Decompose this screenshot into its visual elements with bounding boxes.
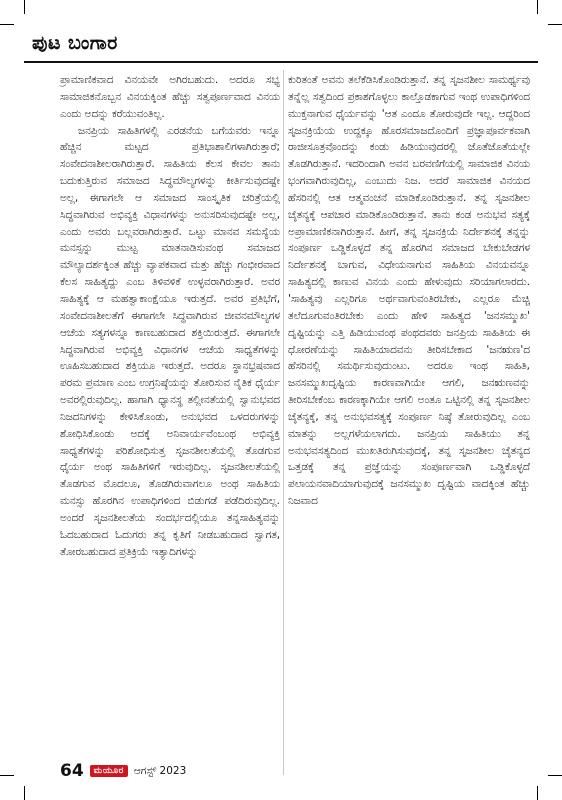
header-rule	[24, 61, 538, 63]
paragraph-continued: ಕುರಿತಂತೆ ಅವನು ತಲೆಕೆಡಿಸಿಕೊಂಡಿರುತ್ತಾನೆ. ತನ್ನ ಸೃಜನಶೀಲ ಸಾಮರ್ಥ್ಯವು ತನ್ನೆಲ್ಲ ಸತ್ವದಿಂದ ಪ್ರಕಾಶಗೊಳ್ಳಲು ಕಾಲ್ತೊಡಕಾಗುವ ಇಂಥ ಉಪಾಧಿಗಳಿಂದ ಮುಕ್ತನಾಗುವ ಧೈರ್ಯವನ್ನು 'ಆತ ಎಂದೂ ತೋರುವುದೇ ಇಲ್ಲ. ಆದ್ದರಿಂದ ಸೃಜನಕ್ರಿಯೆಯ ಉದ್ದಕ್ಕೂ ಹೊರಸಮಾಜದೊಂದಿಗೆ ಪ್ರಜ್ಞಾಪೂರ್ವಕವಾಗಿ ರಾಜೀಸೂತ್ರವೊಂದನ್ನು ಕಂಡು ಹಿಡಿಯುವುದರಲ್ಲಿ ಜೊತೆಜೊತೆಯಲ್ಲೇ ತೊಡಗಿರುತ್ತಾನೆ. ಇದರಿಂದಾಗಿ ಅವನ ಬರವಣಿಗೆಯಲ್ಲಿ ಸಾಮಾಜಿಕ ವಿನಯ ಭಂಗವಾಗಿರುವುದಿಲ್ಲ, ಎಂಬುದು ನಿಜ. ಅದರೆ ಸಾಮಾಜಿಕ ವಿನಯದ ಹೆಸರಿನಲ್ಲಿ ಆತ ಆತ್ಮವಂಚನೆ ಮಾಡಿಕೊಂಡಿರುತ್ತಾನೆ. ತನ್ನ ಸೃಜನಶೀಲ ಚೈತನ್ಯಕ್ಕೆ ಆಪಚಾರ ಮಾಡಿಕೊಂಡಿರುತ್ತಾನೆ. ತಾನು ಕಂಡ ಅನುಭವ ಸತ್ಯಕ್ಕೆ ಅಪ್ರಾಮಾಣಿಕನಾಗಿರುತ್ತಾನೆ. ಹೀಗೆ, ತನ್ನ ಸೃಜನಕ್ರಿಯೆ ನಿರ್ದೇಶನಕ್ಕೆ ತನ್ನನ್ನು ಸಂಪೂರ್ಣ ಒಡ್ಡಿಕೊಳ್ಳದೆ ತನ್ನ ಹೊರಗಿನ ಸಮಾಜದ ಬೇಕುಬೇಡಗಳ ನಿರ್ದೇಶನಕ್ಕೆ ಬಾಗುವ, ವಿಧೇಯನಾಗುವ ಸಾಹಿತಿಯ ವಿನಯವನ್ನೂ ಸಾಹಿತ್ಯದಲ್ಲಿ ಕಾಣುವ ವಿನಯ ಎಂದು ಹೇಳುವುದು ಸರಿಯಾಗಲಾರದು. 'ಸಾಹಿತ್ಯವು ಎಲ್ಲರಿಗೂ ಅರ್ಥವಾಗುವಂತಿರಬೇಕು, ಎಲ್ಲರೂ ಮೆಚ್ಚಿ ತಲೆದೂಗುವಂತಿರಬೇಕು ಎಂದು ಹೇಳಿ ಸಾಹಿತ್ಯದ 'ಜನಸಮ್ಮುಖ' ದೃಷ್ಟಿಯನ್ನು ಎತ್ತಿ ಹಿಡಿಯುವಂಥ ಪಂಥದವರು ಜನಪ್ರಿಯ ಸಾಹಿತಿಯ ಈ ಧೋರಣೆಯನ್ನು ಸಾಹಿತಿಯಾದವನು ತೀರಿಸಬೇಕಾದ 'ಜನಋಣ'ದ ಹೆಸರಿನಲ್ಲಿ ಸಮರ್ಥಿಸುವುದುಂಟು. ಅದರೂ ಇಂಥ ಸಾಹಿತಿ, ಜನಸಮ್ಮುಖದೃಷ್ಟಿಯ ಕಾರಣವಾಗಿಯೇ ಆಗಲಿ, ಜನಋಣವನ್ನು ತೀರಿಸಬೇಕೆಂಬ ಕಾರಣಕ್ಕಾಗಿಯೇ ಆಗಲಿ ಅಂತೂ ಒಟ್ಟಿನಲ್ಲಿ ತನ್ನ ಸೃಜನಶೀಲ ಚೈತನ್ಯಕ್ಕೆ, ತನ್ನ ಅನುಭವಸತ್ಯಕ್ಕೆ ಸಂಪೂರ್ಣ ನಿಷ್ಠೆ ತೋರುವುದಿಲ್ಲ ಎಂಬ ಮಾತನ್ನು ಅಲ್ಲಗಳೆಯಲಾಗದು. ಜನಪ್ರಿಯ ಸಾಹಿತಿಯು ತನ್ನ ಅನುಭವಸತ್ಯದಿಂದ ಮುಖತಿರುಗಿಸುವುದಕ್ಕೆ, ತನ್ನ ಸೃಜನಶೀಲ ಚೈತನ್ಯದ ಒತ್ತಡಕ್ಕೆ ತನ್ನ ಪ್ರಜ್ಞೆಯನ್ನು ಸಂಪೂರ್ಣವಾಗಿ ಒಡ್ಡಿಕೊಳ್ಳದೆ ಪಲಾಯನವಾದಿಯಾಗುವುದಕ್ಕೆ ಜನಸಮ್ಮುಖ ದೃಷ್ಟಿಯ ವಾದಕ್ಕಿಂತ ಹೆಚ್ಚು ನಿಜವಾದ	[288, 74, 530, 508]
section-header	[24, 30, 538, 60]
crop-mark-bottom-left-v	[24, 786, 25, 800]
left-column	[60, 72, 280, 560]
right-column	[288, 72, 530, 510]
crop-mark-bottom-right-v	[537, 786, 538, 800]
section-title: ಪುಟ ಬಂಗಾರ	[32, 32, 118, 54]
crop-mark-top-left-v	[24, 0, 25, 14]
crop-mark-top-left-h	[0, 24, 14, 25]
paragraph-continued: ಪ್ರಾಮಾಣಿಕವಾದ ವಿನಯವೇ ಅಗಿರಬಹುದು. ಅದರೂ ಸಭ್ಯ ಸಾಮಾಜಿಕನೊಬ್ಬನ ವಿನಯಕ್ಕಿಂತ ಹೆಚ್ಚು ಸತ್ವಪೂರ್ಣವಾದ ವಿನಯ ಎಂದು ಅದನ್ನು ಕರೆಯುವಂತಿಲ್ಲ.	[60, 74, 280, 120]
crop-mark-top-right-h	[548, 24, 562, 25]
issue-date: ಆಗಸ್ಟ್ 2023	[133, 764, 187, 777]
paragraph: ಜನಪ್ರಿಯ ಸಾಹಿತಿಗಳಲ್ಲಿ ಎರಡನೆಯ ಬಗೆಯವರು ಇನ್ನೂ ಹೆಚ್ಚಿನ ಮಟ್ಟದ ಪ್ರತಿಭಾಶಾಲಿಗಳಾಗಿರುತ್ತಾರೆ; ಸಂವೇದನಾಶೀಲರಾಗಿರುತ್ತಾರೆ. ಸಾಹಿತಿಯ ಕೆಲಸ ಕೇವಲ ತಾನು ಬದುಕುತ್ತಿರುವ ಸಮಾಜದ ಸಿದ್ಧಮೌಲ್ಯಗಳನ್ನು ಕೀರ್ತಿಸುವುದಷ್ಟೇ ಅಲ್ಲ, ಈಗಾಗಲೇ ಆ ಸಮಾಜದ ಸಾಂಸ್ಕೃತಿಕ ಚರಿತ್ರೆಯಲ್ಲಿ ಸಿದ್ಧವಾಗಿರುವ ಅಭಿವ್ಯಕ್ತಿ ವಿಧಾನಗಳನ್ನು ಅನುಸರಿಸುವುದಷ್ಟೇ ಅಲ್ಲ, ಎಂದು ಅವರು ಬಲ್ಲವರಾಗಿರುತ್ತಾರೆ. ಒಟ್ಟು ಮಾನವ ಸಮಸ್ಯೆಯ ಮನಸ್ಸನ್ನು ಮುಟ್ಟ ಮಾತನಾಡಿಸುವಂಥ ಸಮಾಜದ ಮೌಲ್ಯಾದರ್ಶಕ್ಕಿಂತ ಹೆಚ್ಚು ವ್ಯಾಪಕವಾದ ಮತ್ತು ಹೆಚ್ಚು ಗಂಭೀರವಾದ ಕೆಲಸ ಸಾಹಿತ್ಯದ್ದು ಎಂಬ ತಿಳಿವಳಿಕೆ ಉಳ್ಳವರಾಗಿರುತ್ತಾರೆ. ಅವರ ಸಾಹಿತ್ಯಕ್ಕೆ ಆ ಮಹತ್ವಾಕಾಂಕ್ಷೆಯೂ ಇರುತ್ತದೆ. ಅವರ ಪ್ರತಿಭೆಗೆ, ಸಂವೇದನಾಶೀಲತೆಗೆ ಈಗಾಗಲೇ ಸಿದ್ಧವಾಗಿರುವ ಜೀವನಮೌಲ್ಯಗಳ ಆಚೆಯ ಸತ್ಯಗಳನ್ನೂ ಕಾಣಬಹುದಾದ ಶಕ್ತಿಯಿರುತ್ತದೆ. ಈಗಾಗಲೇ ಸಿದ್ಧವಾಗಿರುವ ಅಭಿವ್ಯಕ್ತಿ ವಿಧಾನಗಳ ಆಚೆಯ ಸಾಧ್ಯತೆಗಳನ್ನು ಊಹಿಸಬಹುದಾದ ಶಕ್ತಿಯೂ ಇರುತ್ತದೆ. ಅದರೂ ಸ್ಥಾನಭ್ರಷವಾದ ಪರಮ ಪ್ರಮಾಣ ಎಂಬ ಉಗ್ರನಿಷ್ಠೆಯನ್ನು ತೋರಿಸುವ ನೈತಿಕ ಧೈರ್ಯ ಅವರಲ್ಲಿರುವುದಿಲ್ಲ. ಹಾಗಾಗಿ ಧ್ಯಾನಸ್ಥ ತಲ್ಲೀನತೆಯಲ್ಲಿ ಸ್ವಾನುಭವದ ನಿಜದನಿಗಳನ್ನು ಕೇಳಿಸಿಕೊಂಡು, ಅನುಭವದ ಒಳದರುಗಳನ್ನು ಶೋಧಿಸಿಕೊಂಡು ಅದಕ್ಕೆ ಅನಿವಾರ್ಯವೆಂಬಂಥ ಅಭಿವ್ಯಕ್ತಿ ಸಾಧ್ಯತೆಗಳನ್ನು ಪರಿಶೋಧಿಸುತ್ತ ಸೃಜನಶೀಲತೆಯಲ್ಲಿ ತೊಡಗುವ ಧೈರ್ಯ ಅಂಥ ಸಾಹಿತಿಗಳಿಗೆ ಇರುವುದಿಲ್ಲ. ಸೃಜನಶೀಲತೆಯಲ್ಲಿ ತೊಡಗುವ ಮೊದಲೂ, ತೊಡಗಿರುವಾಗಲೂ ಅಂಥ ಸಾಹಿತಿಯ ಮನಸ್ಸು ಹೊರಗಿನ ಉಪಾಧಿಗಳಿಂದ ಬಿಡುಗಡೆ ಪಡೆದಿರುವುದಿಲ್ಲ. ಅಂದರೆ ಸೃಜನಶೀಲತೆಯ ಸಂದರ್ಭದಲ್ಲಿಯೂ ತನ್ನಸಾಹಿತ್ಯವನ್ನು ಓದಬಹುದಾದ ಓದುಗರು ತನ್ನ ಕೃತಿಗೆ ನೀಡಬಹುದಾದ ಸ್ವಾಗತ, ತೋರಬಹುದಾದ ಪ್ರತಿಕ್ರಿಯೆ ಇತ್ಯಾದಿಗಳನ್ನು	[60, 124, 280, 558]
crop-mark-bottom-right-h	[548, 775, 562, 776]
page-footer	[60, 760, 186, 782]
crop-mark-bottom-left-h	[0, 775, 14, 776]
column-divider	[283, 70, 284, 775]
page-number: 64	[60, 761, 84, 781]
crop-mark-top-right-v	[537, 0, 538, 14]
magazine-logo: ಮಯೂರ	[90, 765, 128, 777]
